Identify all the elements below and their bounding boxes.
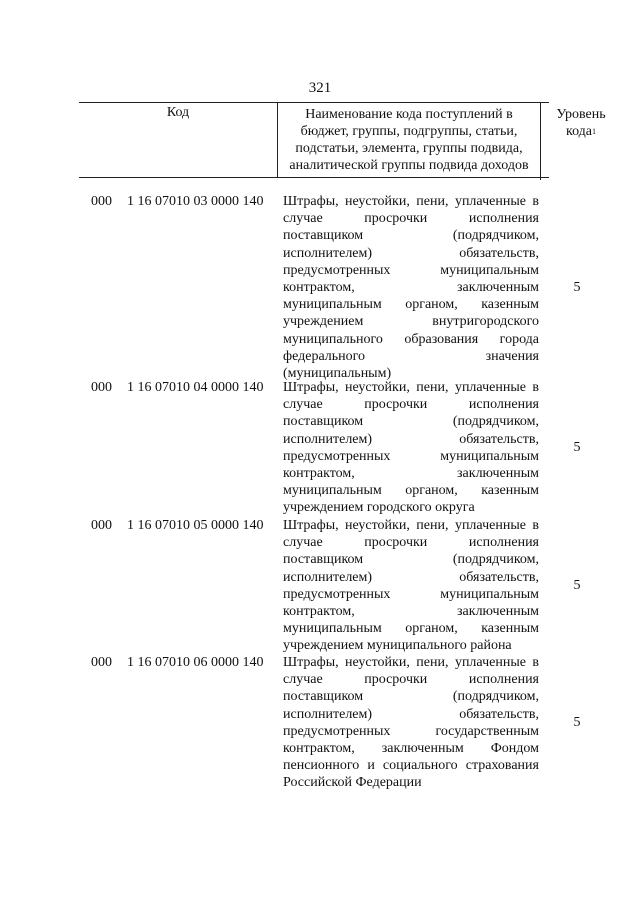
row-level: 5	[573, 578, 581, 593]
row-admin-code: 000	[91, 655, 112, 670]
row-name-line: муниципальным органом, казенным	[283, 483, 539, 499]
row-name-line: контрактом, заключенным	[283, 603, 539, 619]
row-admin-code: 000	[91, 518, 112, 533]
header-code: Код	[79, 103, 278, 178]
row-name-line: предусмотренных государственным	[283, 723, 539, 739]
row-revenue-code: 1 16 07010 05 0000 140	[127, 518, 264, 533]
row-name-line: муниципальным органом, казенным	[283, 297, 539, 313]
header-name-line: Наименование кода поступлений в	[305, 107, 513, 122]
row-name-line: предусмотренных муниципальным	[283, 586, 539, 602]
row-name-line: федерального значения	[283, 348, 539, 364]
header-name-line: аналитической группы подвида доходов	[289, 158, 529, 173]
row-name-line: контрактом, заключенным	[283, 279, 539, 295]
row-name-line: случае просрочки исполнения	[283, 397, 539, 413]
row-name-line: (муниципальным)	[283, 365, 392, 381]
row-name	[283, 517, 539, 655]
row-name-line: предусмотренных муниципальным	[283, 448, 539, 464]
row-name-line: Штрафы, неустойки, пени, уплаченные в	[283, 380, 539, 395]
row-revenue-code: 1 16 07010 03 0000 140	[127, 194, 264, 209]
footnote-marker: 1	[592, 127, 597, 136]
header-level-line: Уровень	[556, 107, 606, 122]
row-level: 5	[573, 715, 581, 730]
row-name	[283, 193, 539, 382]
row-name-line: Штрафы, неустойки, пени, уплаченные в	[283, 655, 539, 670]
row-name-line: Штрафы, неустойки, пени, уплаченные в	[283, 518, 539, 533]
header-name-line: бюджет, группы, подгруппы, статьи,	[300, 124, 518, 139]
row-level: 5	[573, 280, 581, 295]
row-name-line: случае просрочки исполнения	[283, 672, 539, 688]
row-name-line: поставщиком (подрядчиком,	[283, 414, 539, 430]
page-number: 321	[308, 80, 332, 96]
row-name-line: поставщиком (подрядчиком,	[283, 228, 539, 244]
header-level	[541, 103, 621, 180]
row-name-line: контрактом, заключенным	[283, 465, 539, 481]
row-revenue-code: 1 16 07010 04 0000 140	[127, 380, 264, 395]
row-name-line: учреждением внутригородского	[283, 314, 539, 330]
row-name-line: пенсионного и социального страхования	[283, 758, 539, 774]
row-name-line: Российской Федерации	[283, 775, 422, 791]
table-header	[79, 102, 606, 178]
row-name-line: муниципальным органом, казенным	[283, 621, 539, 637]
row-level: 5	[573, 440, 581, 455]
row-name-line: поставщиком (подрядчиком,	[283, 552, 539, 568]
row-name-line: исполнителем) обязательств,	[283, 431, 539, 447]
row-name-line: случае просрочки исполнения	[283, 211, 539, 227]
row-name	[283, 654, 539, 792]
row-admin-code: 000	[91, 194, 112, 209]
header-name	[278, 103, 541, 180]
row-name-line: контрактом, заключенным Фондом	[283, 740, 539, 756]
row-name-line: исполнителем) обязательств,	[283, 245, 539, 261]
row-revenue-code: 1 16 07010 06 0000 140	[127, 655, 264, 670]
row-name-line: поставщиком (подрядчиком,	[283, 689, 539, 705]
row-name	[283, 379, 539, 517]
row-name-line: учреждением муниципального района	[283, 638, 512, 654]
row-name-line: Штрафы, неустойки, пени, уплаченные в	[283, 194, 539, 209]
row-name-line: предусмотренных муниципальным	[283, 262, 539, 278]
row-name-line: исполнителем) обязательств,	[283, 569, 539, 585]
header-level-line: кода$^1$	[565, 124, 597, 139]
row-name-line: случае просрочки исполнения	[283, 535, 539, 551]
row-name-line: муниципального образования города	[283, 331, 539, 347]
row-name-line: учреждением городского округа	[283, 500, 475, 516]
row-name-line: исполнителем) обязательств,	[283, 706, 539, 722]
row-admin-code: 000	[91, 380, 112, 395]
header-name-line: подстатьи, элемента, группы подвида,	[295, 141, 523, 156]
